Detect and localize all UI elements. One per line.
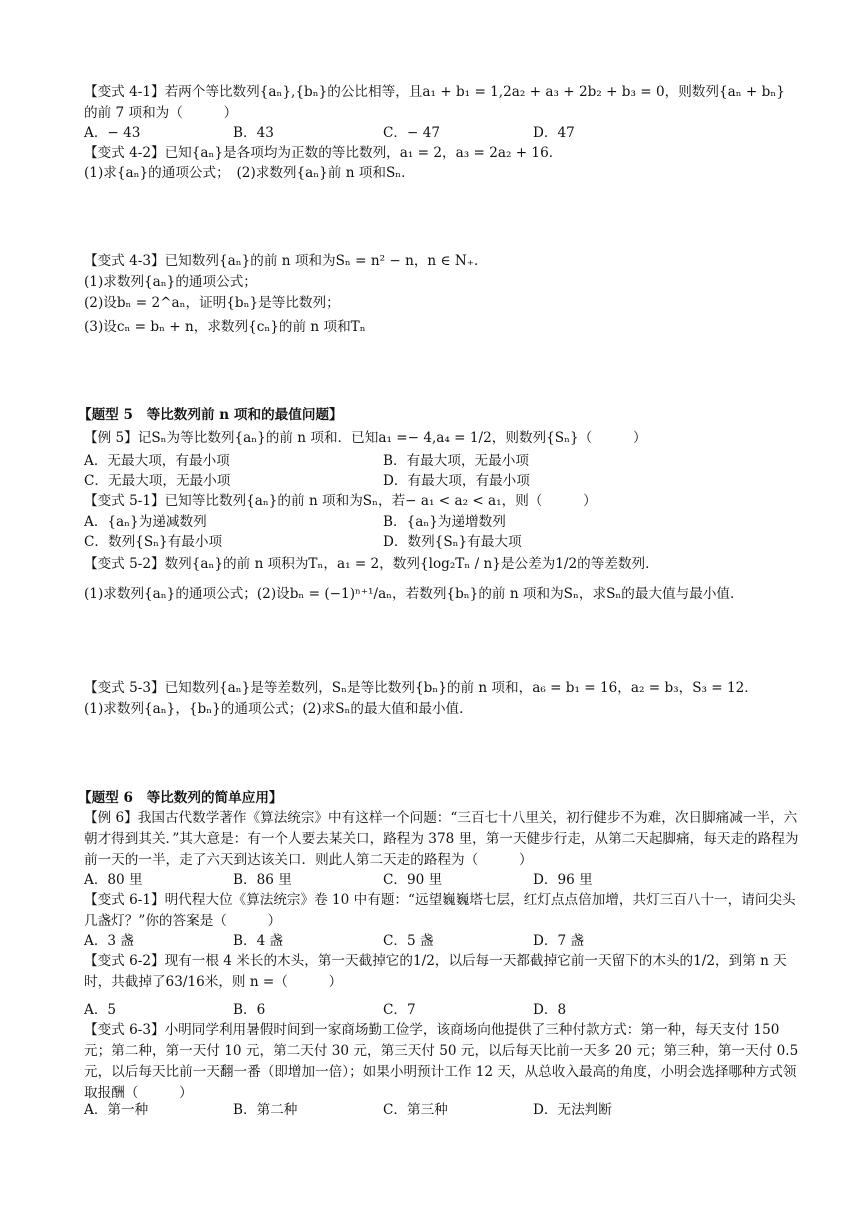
v4-1-option-d: D．47 xyxy=(533,125,575,141)
v6-2-option-b: B．6 xyxy=(233,1002,266,1018)
example-6-stem: 【例 6】我国古代数学著作《算法统宗》中有这样一个问题：“三百七十八里关，初行健步不为难，次日脚痛减一半，六朝才得到其关．”其大意是：有一个人要去某关口，路程为 378 里，第一天健步行走，从第二天起脚痛，每天走的路程为前一天的一半，走了六天到达该关口．则此人第二天走的路程为（ ） xyxy=(84,810,799,868)
section-heading-5: 【题型 5 等比数列前 n 项和的最值问题】 xyxy=(78,407,343,423)
section-heading-6: 【题型 6 等比数列的简单应用】 xyxy=(78,790,283,806)
example-5-option-d: D．有最大项，有最小项 xyxy=(383,473,530,489)
v6-2-option-d: D．8 xyxy=(533,1002,567,1018)
v6-1-option-d: D．7 盏 xyxy=(533,933,585,949)
v4-1-option-c: C．− 47 xyxy=(383,125,441,141)
example-6-option-c: C．90 里 xyxy=(383,872,443,888)
v5-3-stem: 【变式 5-3】已知数列{aₙ}是等差数列，Sₙ是等比数列{bₙ}的前 n 项和，a₆ = b₁ = 16，a₂ = b₃，S₃ = 12． xyxy=(84,680,758,696)
v6-3-option-b: B．第二种 xyxy=(233,1102,298,1118)
v4-3-part-1: (1)求数列{aₙ}的通项公式； xyxy=(84,274,257,290)
v4-3-part-3: (3)设cₙ = bₙ + n，求数列{cₙ}的前 n 项和Tₙ xyxy=(84,319,366,335)
v4-2-stem: 【变式 4-2】已知{aₙ}是各项均为正数的等比数列，a₁ = 2，a₃ = 2a₂ + 16． xyxy=(84,145,563,161)
v6-3-option-d: D．无法判断 xyxy=(533,1102,612,1118)
example-6-option-d: D．96 里 xyxy=(533,872,593,888)
v5-2-stem: 【变式 5-2】数列{aₙ}的前 n 项积为Tₙ，a₁ = 2，数列{log₂Tₙ / n}是公差为1/2的等差数列． xyxy=(84,556,659,572)
example-5-stem: 【例 5】记Sₙ为等比数列{aₙ}的前 n 项和．已知a₁ =− 4,a₄ = 1/2，则数列{Sₙ}（ ） xyxy=(84,430,647,446)
v6-2-stem: 【变式 6-2】现有一根 4 米长的木头，第一天截掉它的1/2，以后每一天都截掉它前一天留下的木头的1/2，到第 n 天时，共截掉了63/16米，则 n =（ ） xyxy=(84,953,787,990)
v6-1-option-a: A．3 盏 xyxy=(84,933,134,949)
example-5-option-c: C．无最大项，无最小项 xyxy=(84,473,231,489)
v5-1-option-b: B．{aₙ}为递增数列 xyxy=(383,514,506,530)
v4-2-questions: (1)求{aₙ}的通项公式； (2)求数列{aₙ}前 n 项和Sₙ． xyxy=(84,165,415,181)
v4-1-option-a: A．− 43 xyxy=(84,125,141,141)
v5-1-option-c: C．数列{Sₙ}有最小项 xyxy=(84,534,223,550)
example-6-option-a: A．80 里 xyxy=(84,872,143,888)
v4-1-stem: 【变式 4-1】若两个等比数列{aₙ},{bₙ}的公比相等，且a₁ + b₁ = 1,2a₂ + a₃ + 2b₂ + b₃ = 0，则数列{aₙ + bₙ} xyxy=(84,84,785,100)
v5-2-questions: (1)求数列{aₙ}的通项公式；(2)设bₙ = (−1)ⁿ⁺¹/aₙ，若数列{bₙ}的前 n 项和为Sₙ，求Sₙ的最大值与最小值． xyxy=(84,586,744,602)
v4-3-stem: 【变式 4-3】已知数列{aₙ}的前 n 项和为Sₙ = n² − n，n ∈ N₊． xyxy=(84,253,488,269)
v6-1-option-b: B．4 盏 xyxy=(233,933,284,949)
v6-2-option-c: C．7 xyxy=(383,1002,416,1018)
v6-1-option-c: C．5 盏 xyxy=(383,933,434,949)
example-5-option-b: B．有最大项，无最小项 xyxy=(383,453,529,469)
v5-1-option-d: D．数列{Sₙ}有最大项 xyxy=(383,534,522,550)
v4-1-option-b: B．43 xyxy=(233,125,274,141)
v5-1-stem: 【变式 5-1】已知等比数列{aₙ}的前 n 项和为Sₙ，若− a₁ < a₂ < a₁，则（ ） xyxy=(84,493,597,509)
example-5-option-a: A．无最大项，有最小项 xyxy=(84,453,230,469)
v6-3-stem: 【变式 6-3】小明同学利用暑假时间到一家商场勤工俭学，该商场向他提供了三种付款方式：第一种，每天支付 150 元；第二种，第一天付 10 元，第二天付 30 元，第三天付 50 元，以后每天比前一天多 20 元；第三种，第一天付 0.5 元，以后每天比前一天翻一番（即增加一倍）；如果小明预计工作 12 天，从总收入最高的角度，小明会选择哪种方式领取报酬（ ） xyxy=(84,1022,799,1101)
v6-1-stem: 【变式 6-1】明代程大位《算法统宗》卷 10 中有题：“远望巍巍塔七层，红灯点点倍加增，共灯三百八十一，请问尖头几盏灯？”你的答案是（ ） xyxy=(84,892,796,929)
v4-1-stem-cont: 的前 7 项和为（ ） xyxy=(84,105,238,121)
v5-1-option-a: A．{aₙ}为递减数列 xyxy=(84,514,207,530)
example-6-option-b: B．86 里 xyxy=(233,872,292,888)
v6-3-option-c: C．第三种 xyxy=(383,1102,448,1118)
v6-2-option-a: A．5 xyxy=(84,1002,117,1018)
v4-3-part-2: (2)设bₙ = 2^aₙ，证明{bₙ}是等比数列； xyxy=(84,295,340,311)
v6-3-option-a: A．第一种 xyxy=(84,1102,149,1118)
v5-3-questions: (1)求数列{aₙ}，{bₙ}的通项公式；(2)求Sₙ的最大值和最小值． xyxy=(84,701,473,717)
